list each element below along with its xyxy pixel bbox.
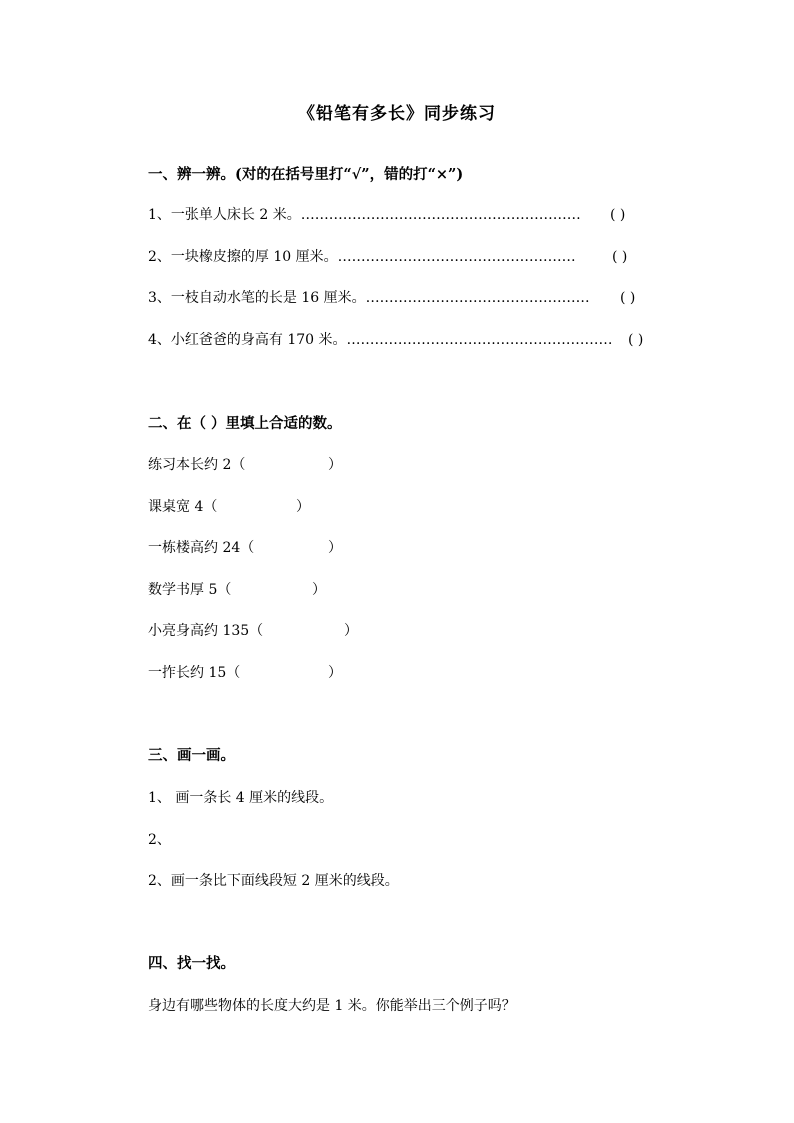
fill-item-4: 数学书厚 5（ [148,582,232,598]
draw-item-1: 1、 画一条长 4 厘米的线段。 [148,790,334,806]
fill-item-6: 一拃长约 15（ [148,665,241,681]
fill-item-5-close[interactable]: ） [344,623,358,639]
judge-item-3: 3、一枝自动水笔的长是 16 厘米。………………………………………… [148,290,590,306]
fill-item-2-close[interactable]: ） [296,499,310,515]
section3-heading: 三、画一画。 [148,747,235,764]
fill-item-4-close[interactable]: ） [312,582,326,598]
fill-item-3: 一栋楼高约 24（ [148,540,255,556]
fill-item-5: 小亮身高约 135（ [148,623,264,639]
draw-item-2: 2、 [148,832,171,848]
judge-item-2: 2、一块橡皮擦的厚 10 厘米。…………………………………………… [148,249,576,265]
fill-item-1: 练习本长约 2（ [148,457,246,473]
fill-item-6-close[interactable]: ） [328,665,342,681]
fill-item-2: 课桌宽 4（ [148,499,218,515]
section2-heading: 二、在（ ）里填上合适的数。 [148,415,342,432]
judge-item-2-paren[interactable]: ( ) [612,249,628,265]
judge-item-1-paren[interactable]: ( ) [610,207,626,223]
judge-item-4: 4、小红爸爸的身高有 170 米。………………………………………………… [148,332,613,348]
fill-item-3-close[interactable]: ） [328,540,342,556]
judge-item-1: 1、一张单人床长 2 米。…………………………………………………… [148,207,581,223]
judge-item-3-paren[interactable]: ( ) [620,290,636,306]
draw-item-3: 2、画一条比下面线段短 2 厘米的线段。 [148,873,399,889]
fill-item-1-close[interactable]: ） [328,457,342,473]
section1-heading: 一、辨一辨。(对的在括号里打“√”，错的打“×”) [148,166,464,183]
page-title: 《铅笔有多长》同步练习 [298,104,496,124]
section4-heading: 四、找一找。 [148,955,235,972]
judge-item-4-paren[interactable]: ( ) [628,332,644,348]
find-question: 身边有哪些物体的长度大约是 1 米。你能举出三个例子吗？ [148,998,516,1014]
